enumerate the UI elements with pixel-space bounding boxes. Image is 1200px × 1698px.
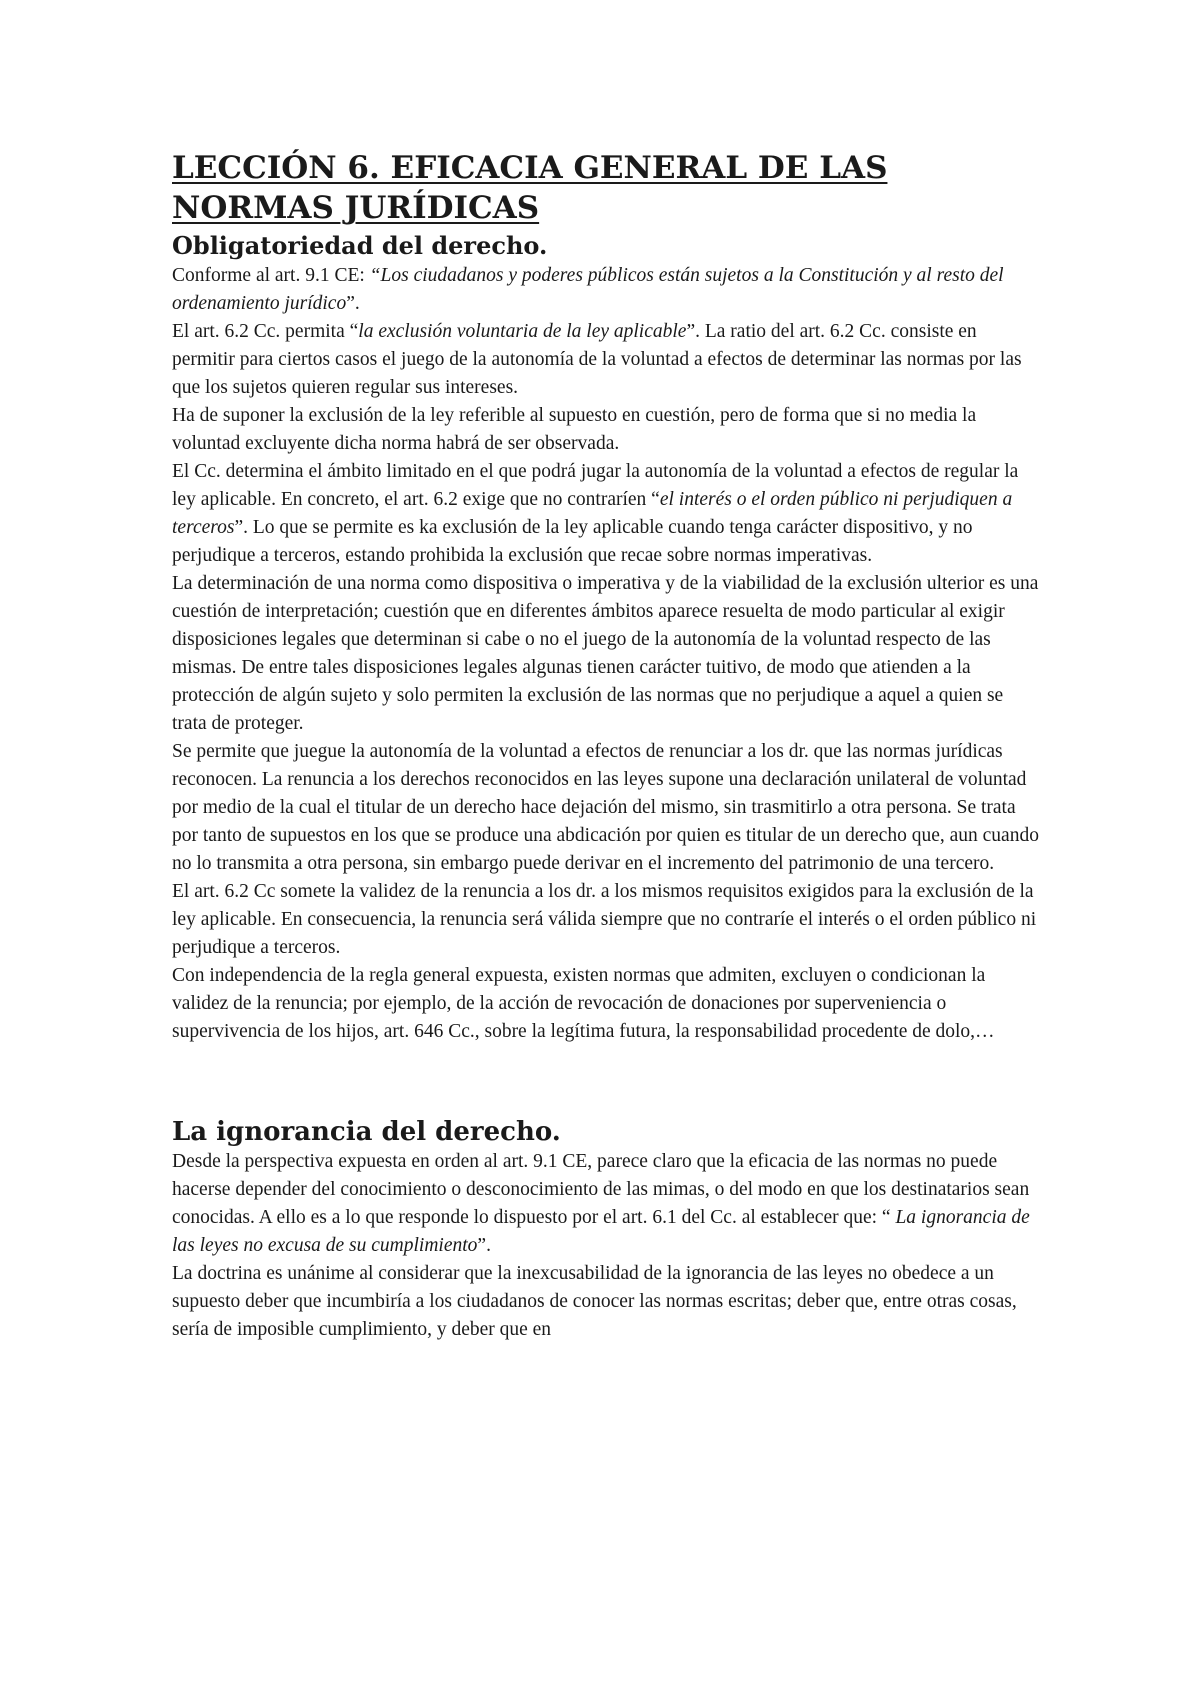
paragraph — [172, 262, 1042, 318]
document-title: LECCIÓN 6. EFICACIA GENERAL DE LAS NORMAS JURÍDICAS — [172, 150, 888, 226]
paragraph: Ha de suponer la exclusión de la ley referible al supuesto en cuestión, pero de forma que si no media la voluntad excluyente dicha norma habrá de ser observada. — [172, 405, 977, 454]
paragraph: Se permite que juegue la autonomía de la voluntad a efectos de renunciar a los dr. que las normas jurídicas reconocen. La renuncia a los derechos reconocidos en las leyes supone una declaración unilateral de voluntad por medio de la cual el titular de un derecho hace dejación del mismo, sin trasmitirlo a otra persona. Se trata por tanto de supuestos en los que se produce una abdicación por quien es titular de un derecho que, aun cuando no lo transmita a otra persona, sin embargo puede derivar en el incremento del patrimonio de una tercero. — [172, 741, 1039, 874]
paragraph: La doctrina es unánime al considerar que la inexcusabilidad de la ignorancia de las leyes no obedece a un supuesto deber que incumbiría a los ciudadanos de conocer las normas escritas; deber que, entre otras cosas, sería de imposible cumplimiento, y deber que en — [172, 1263, 1017, 1340]
section-heading-ignorancia: La ignorancia del derecho. — [172, 1117, 561, 1147]
quote-text: la exclusión voluntaria de la ley aplicable — [358, 321, 687, 342]
paragraph — [172, 1148, 1042, 1260]
paragraph-text: Conforme al art. 9.1 CE: — [172, 265, 370, 286]
paragraph-text: ”. Lo que se permite es ka exclusión de la ley aplicable cuando tenga carácter dispositivo, y no perjudique a terceros, estando prohibida la exclusión que recae sobre normas imperativas. — [172, 517, 973, 566]
quote-text: el interés o el orden público ni perjudiquen a terceros — [172, 489, 1013, 538]
paragraph-text: ”. — [346, 293, 360, 314]
paragraph-text: Desde la perspectiva expuesta en orden al art. 9.1 CE, parece claro que la eficacia de las normas no puede hacerse depender del conocimiento o desconocimiento de las mimas, o del modo en que los destinatarios sean conocidas. A ello es a lo que responde lo dispuesto por el art. 6.1 del Cc. al establecer que: “ — [172, 1151, 1030, 1228]
paragraph — [172, 318, 1042, 402]
paragraph-text: ”. La ratio del art. 6.2 Cc. consiste en permitir para ciertos casos el juego de la autonomía de la voluntad a efectos de determinar las normas por las que los sujetos quieren regular sus intereses. — [172, 321, 1022, 398]
paragraph-text: El Cc. determina el ámbito limitado en el que podrá jugar la autonomía de la voluntad a efectos de regular la ley aplicable. En concreto, el art. 6.2 exige que no contraríen “ — [172, 461, 1019, 510]
paragraph-text: El art. 6.2 Cc. permita “ — [172, 321, 359, 342]
section-heading-obligatoriedad: Obligatoriedad del derecho. — [172, 231, 548, 260]
paragraph — [172, 458, 1042, 570]
quote-text: La ignorancia de las leyes no excusa de su cumplimiento — [172, 1207, 1030, 1256]
paragraph-text: ”. — [477, 1235, 491, 1256]
paragraph: La determinación de una norma como dispositiva o imperativa y de la viabilidad de la exclusión ulterior es una cuestión de interpretación; cuestión que en diferentes ámbitos aparece resuelta de modo particular al exigir disposiciones legales que determinan si cabe o no el juego de la autonomía de la voluntad respecto de las mismas. De entre tales disposiciones legales algunas tienen carácter tuitivo, de modo que atienden a la protección de algún sujeto y solo permiten la exclusión de las normas que no perjudique a aquel a quien se trata de proteger. — [172, 573, 1039, 734]
document-page — [172, 148, 1042, 1344]
paragraph: Con independencia de la regla general expuesta, existen normas que admiten, excluyen o condicionan la validez de la renuncia; por ejemplo, de la acción de revocación de donaciones por superveniencia o supervivencia de los hijos, art. 646 Cc., sobre la legítima futura, la responsabilidad procedente de dolo,… — [172, 965, 995, 1042]
quote-text: “Los ciudadanos y poderes públicos están sujetos a la Constitución y al resto del ordenamiento jurídico — [172, 265, 1004, 314]
paragraph: El art. 6.2 Cc somete la validez de la renuncia a los dr. a los mismos requisitos exigidos para la exclusión de la ley aplicable. En consecuencia, la renuncia será válida siempre que no contraríe el interés o el orden público ni perjudique a terceros. — [172, 881, 1037, 958]
